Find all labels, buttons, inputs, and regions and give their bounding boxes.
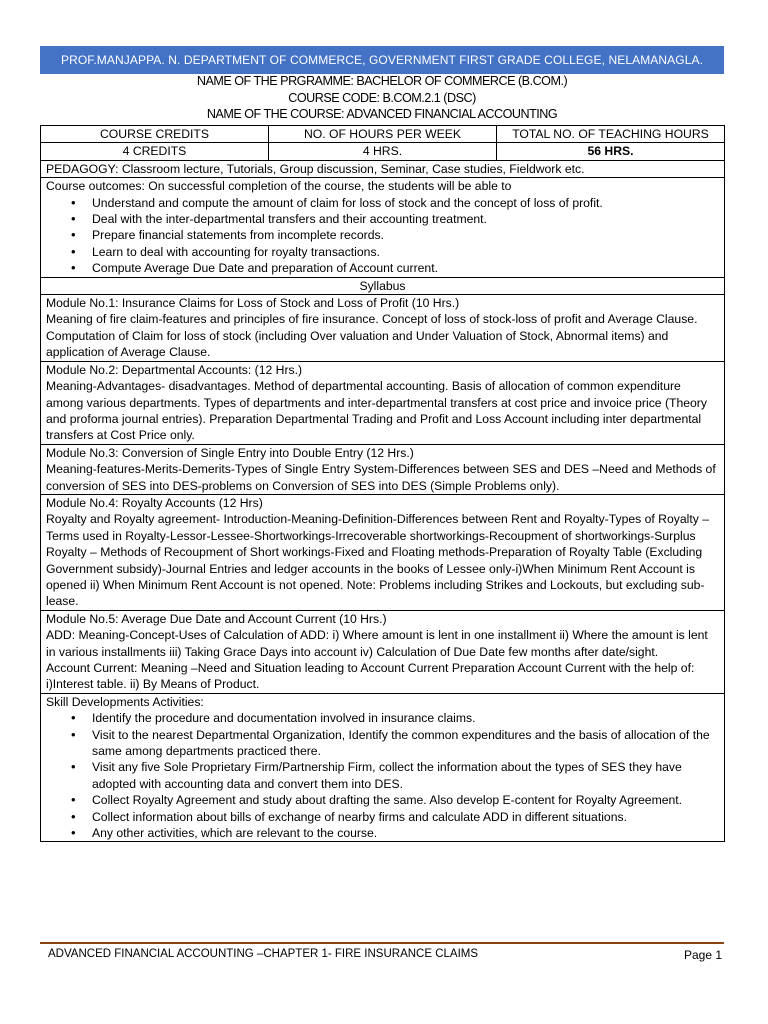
syllabus-label: Syllabus (41, 277, 725, 294)
module-title: Module No.2: Departmental Accounts: (12 Hrs.) (46, 362, 303, 377)
credits-value-cell: 4 CREDITS (41, 143, 269, 160)
hours-header-cell: NO. OF HOURS PER WEEK (269, 126, 497, 143)
header-banner: PROF.MANJAPPA. N. DEPARTMENT OF COMMERCE, GOVERNMENT FIRST GRADE COLLEGE, NELAMANAGLA. (40, 46, 724, 74)
course-titles (40, 73, 724, 123)
course-outcomes-row (41, 178, 725, 277)
module-body: Royalty and Royalty agreement- Introduction-Meaning-Definition-Differences between Rent and Royalty-Types of Royalty –Terms used in Royalty-Lessor-Lessee-Shortworkings-Irrecoverable shortworkings-Recoupment of shortworkings-Surplus Royalty – Methods of Recoupment of Short workings-Fixed and Floating methods-Preparation of Royalty Table (Excluding Government subsidy)-Journal Entries and ledger accounts in the books of Lessee only-i)When Minimum Rent Account is opened ii) When Minimum Rent Account is not opened. Note: Problems including Strikes and Lockouts, but excluding sub-lease. (46, 512, 709, 609)
pedagogy-cell: PEDAGOGY: Classroom lecture, Tutorials, Group discussion, Seminar, Case studies, Fieldwork etc. (41, 160, 725, 177)
syllabus-table (40, 125, 725, 842)
skill-development-row (41, 693, 725, 842)
pedagogy-row (41, 160, 725, 177)
module-4-row (41, 494, 725, 610)
syllabus-label-row (41, 277, 725, 294)
course-code: COURSE CODE: B.COM.2.1 (DSC) (288, 90, 476, 105)
module-3-row (41, 444, 725, 494)
total-hours-value-cell: 56 HRS. (497, 143, 725, 160)
list-item: • Deal with the inter-departmental transfers and their accounting treatment. (92, 211, 719, 227)
list-item: • Learn to deal with accounting for royalty transactions. (92, 244, 719, 260)
module-body: Meaning-Advantages- disadvantages. Method of departmental accounting. Basis of allocation of common expenditure among various departments. Types of departments and inter-departmental transfers at cost price and invoice price (Theory and proforma journal entries). Preparation Departmental Trading and Profit and Loss Account including inter departmental transfers at Cost Price only. (46, 379, 707, 443)
course-name: NAME OF THE COURSE: ADVANCED FINANCIAL ACCOUNTING (206, 107, 558, 121)
module-body: Meaning of fire claim-features and principles of fire insurance. Concept of loss of stock-loss of profit and Average Clause. Computation of Claim for loss of stock (including Over valuation and Under Valuation of Stock, Abnormal items) and application of Average Clause. (46, 312, 698, 360)
skill-development-list (46, 710, 719, 841)
list-item: • Compute Average Due Date and preparation of Account current. (92, 260, 719, 276)
module-title: Module No.5: Average Due Date and Account Current (10 Hrs.) (46, 611, 387, 626)
module-title: Module No.3: Conversion of Single Entry into Double Entry (12 Hrs.) (46, 445, 414, 460)
list-item: • Understand and compute the amount of claim for loss of stock and the concept of loss of profit. (92, 195, 719, 211)
programme-name: NAME OF THE PRGRAMME: BACHELOR OF COMMERCE (B.COM.) (196, 74, 568, 88)
module-1-cell (41, 295, 725, 362)
module-5-row (41, 610, 725, 693)
list-item: • Collect Royalty Agreement and study about drafting the same. Also develop E-content for Royalty Agreement. (92, 792, 719, 808)
list-item: • Identify the procedure and documentation involved in insurance claims. (92, 710, 719, 726)
credits-header-cell: COURSE CREDITS (41, 126, 269, 143)
module-title: Module No.4: Royalty Accounts (12 Hrs) (46, 495, 263, 510)
list-item: • Visit any five Sole Proprietary Firm/Partnership Firm, collect the information about the types of SES they have adopted with accounting data and convert them into DES. (92, 759, 719, 792)
module-1-row (41, 295, 725, 362)
credits-header-row (41, 126, 725, 143)
skill-development-title: Skill Developments Activities: (46, 694, 204, 709)
page-number: Page 1 (684, 948, 723, 962)
module-2-row (41, 361, 725, 444)
credits-value-row (41, 143, 725, 160)
module-body: ADD: Meaning-Concept-Uses of Calculation of ADD: i) Where amount is lent in one installment ii) Where the amount is lent in various installments iii) Taking Grace Days into account iv) Calculation of Due Date few months after date/sight. (46, 628, 708, 659)
footer-rule (40, 942, 724, 944)
module-3-cell (41, 444, 725, 494)
list-item: • Visit to the nearest Departmental Organization, Identify the common expenditures and the basis of allocation of the same among departments practiced there. (92, 727, 719, 760)
total-hours-header-cell: TOTAL NO. OF TEACHING HOURS (497, 126, 725, 143)
module-body: Meaning-features-Merits-Demerits-Types of Single Entry System-Differences between SES and DES –Need and Methods of conversion of SES into DES-problems on Conversion of SES into DES (Simple Problems only). (46, 462, 716, 493)
module-5-cell (41, 610, 725, 693)
module-4-cell (41, 494, 725, 610)
course-outcomes-cell (41, 178, 725, 277)
skill-development-cell (41, 693, 725, 842)
course-outcomes-list (46, 195, 719, 277)
list-item: • Prepare financial statements from incomplete records. (92, 227, 719, 243)
list-item: • Collect information about bills of exchange of nearby firms and calculate ADD in different situations. (92, 809, 719, 825)
course-outcomes-intro: Course outcomes: On successful completion of the course, the students will be able to (46, 179, 512, 194)
module-body-account-current: Account Current: Meaning –Need and Situation leading to Account Current Preparation Account Current with the help of: i)Interest table. ii) By Means of Product. (46, 661, 695, 692)
module-2-cell (41, 361, 725, 444)
footer-title: ADVANCED FINANCIAL ACCOUNTING –CHAPTER 1- FIRE INSURANCE CLAIMS (48, 948, 479, 960)
list-item: • Any other activities, which are relevant to the course. (92, 825, 719, 841)
hours-value-cell: 4 HRS. (269, 143, 497, 160)
module-title: Module No.1: Insurance Claims for Loss of Stock and Loss of Profit (10 Hrs.) (46, 296, 460, 311)
